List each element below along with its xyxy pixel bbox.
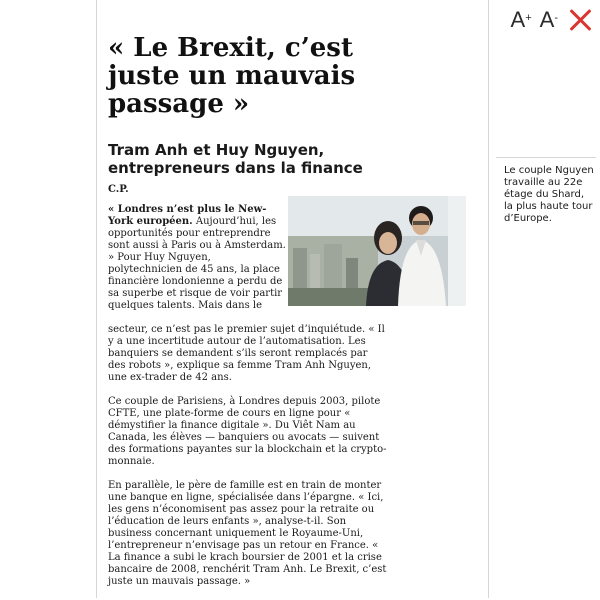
article-lead-bold: « Londres n’est plus le New-York européen. [108, 204, 267, 227]
article-headline: « Le Brexit, c’est juste un mauvais passage » [108, 33, 356, 119]
article-paragraph-1: secteur, ce n’est pas le premier sujet d’inquiétude. « Il y a une incertitude autour de l’automatisation. Les banquiers se demandent s’ils seront remplacés par des robots », explique sa femme Tram Anh Nguyen, une ex-trader de 42 ans. [108, 324, 385, 383]
toolbar [511, 8, 592, 32]
article-subhead: Tram Anh et Huy Nguyen, entrepreneurs dans la finance [108, 141, 363, 177]
close-icon[interactable] [568, 8, 592, 32]
column-divider-left [96, 0, 97, 598]
font-decrease-label: A [539, 7, 555, 32]
article-lead [108, 204, 286, 312]
font-decrease-button[interactable] [540, 8, 558, 32]
caption-divider [496, 157, 596, 158]
font-increase-button[interactable] [511, 8, 532, 32]
photo-illustration [288, 196, 466, 306]
article-paragraph-2: Ce couple de Parisiens, à Londres depuis 2003, pilote CFTE, une plate-forme de cours en ligne pour « démystifier la finance digitale ». Du Viêt Nam au Canada, les élèves — banquiers ou avocats — suivent des formations payantes sur la blockchain et la crypto-monnaie. [108, 396, 387, 467]
article-photo [288, 196, 466, 306]
article-byline: C.P. [108, 184, 129, 195]
article-body [108, 324, 388, 600]
photo-caption: Le couple Nguyen travaille au 22e étage du Shard, la plus haute tour d’Europe. [504, 165, 594, 224]
font-increase-label: A [510, 7, 526, 32]
font-increase-sup: + [525, 12, 532, 24]
article-lead-text: Aujourd’hui, les opportunités pour entreprendre sont aussi à Paris ou à Amsterdam. » Pour Huy Nguyen, polytechnicien de 45 ans, la place financière londonienne a perdu de sa superbe et risque de voir partir quelques talents. Mais dans le [108, 216, 286, 311]
font-decrease-sup: - [554, 12, 558, 24]
column-divider-right [488, 0, 489, 598]
article-paragraph-3: En parallèle, le père de famille est en train de monter une banque en ligne, spécialisée dans l’épargne. « Ici, les gens n’économisent pas assez pour la retraite ou l’éducation de leurs enfants », analyse-t-il. Son business concernant uniquement le Royaume-Uni, l’entrepreneur n’envisage pas un retour en France. « La finance a subi le krach boursier de 2001 et la crise bancaire de 2008, renchérit Tram Anh. Le Brexit, c’est juste un mauvais passage. » [108, 480, 387, 587]
